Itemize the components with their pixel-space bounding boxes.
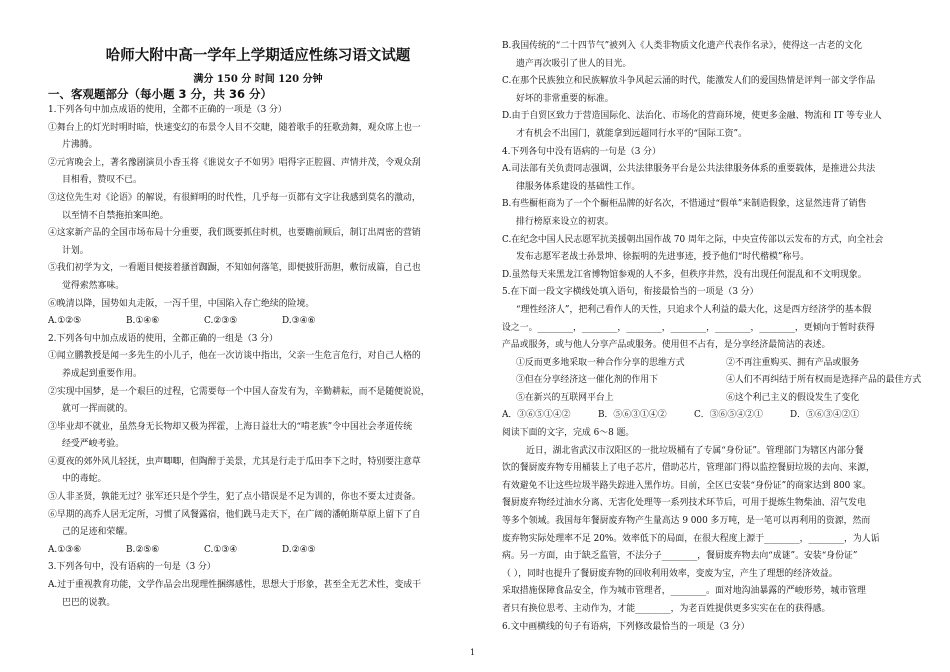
text-line: B.我国传统的“二十四节气”被列入《人类非物质文化遗产代表作名录》，使得这一古老的文化 bbox=[502, 41, 863, 51]
text-line: 目相看，赞叹不已。 bbox=[62, 175, 142, 186]
text-line: 产品或服务，或与他人分享产品或服务。使用但不占有，是分享经济最简洁的表述。 bbox=[502, 340, 831, 351]
text-line: 片沸腾。 bbox=[62, 140, 98, 151]
text-line: ⑤人非圣贤，孰能无过？张军还只是个学生，犯了点小错误是不足为训的，你也不要太过责备。 bbox=[48, 492, 421, 503]
answer-option: A.①③⑥ bbox=[48, 544, 82, 555]
answer-option: A.①②⑤ bbox=[48, 316, 82, 327]
text-line: 饮的餐厨废弃物专用桶装上了电子芯片，借助芯片，管理部门得以监控餐厨垃圾的去向、来源， bbox=[502, 463, 875, 474]
text-line: 就可一挥而就的。 bbox=[62, 404, 133, 415]
text-line: 有效避免不让这些垃圾半路失踪进入黑作坊。目前，全区已安装“身份证”的商家达到 800 家。 bbox=[502, 480, 871, 491]
text-line: 觉得索然寡味。 bbox=[62, 280, 125, 291]
text-line: 采取措施保障食品安全，作为城市管理者，________。面对地沟油暴露的严峻形势，城市管理 bbox=[502, 586, 866, 597]
text-line: 以至情不自禁拖拍案叫绝。 bbox=[62, 210, 169, 221]
sentence-choice: ④人们不再纠结于所有权而是选择产品的最佳方式 bbox=[726, 375, 922, 386]
text-line: 发布志愿军老战士孙景坤、徐振明的先进事迹，授予他们“时代楷模”称号。 bbox=[516, 252, 810, 263]
answer-option: D．⑤⑥③④②① bbox=[790, 410, 860, 421]
text-line: （ ），同时也提升了餐厨废弃物的回收利用效率，变废为宝，产生了理想的经济效益。 bbox=[502, 568, 838, 579]
text-line: D.由于自贸区致力于营造国际化、法治化、市场化的营商环境，使更多金融、物流和 IT 等专业人 bbox=[502, 111, 882, 122]
text-line: ③毕业却不就业，虽然身无长物却又极为挥霍，上海日益壮大的“啃老族”令中国社会孝道传统 bbox=[48, 421, 413, 432]
answer-option: D.②④⑤ bbox=[282, 544, 316, 555]
sentence-choice: ③但在分享经济这一催化剂的作用下 bbox=[516, 375, 658, 386]
text-line: 计划。 bbox=[62, 245, 89, 256]
text-line: ⑤我们初学为文，一看题目便接着搔首踟蹰，不知如何落笔，即便披肝沥胆，敷衍成篇，自己也 bbox=[48, 263, 421, 274]
text-line: ①闻立鹏教授是闻一多先生的小儿子，他在一次访谈中指出，父亲一生危言危行，对自己人格的 bbox=[48, 351, 421, 362]
sentence-choice: ②不再注重购买、拥有产品或服务 bbox=[726, 357, 860, 368]
answer-option: C．③⑥⑤④②① bbox=[694, 410, 763, 421]
section-heading: 一、客观题部分（每小题 3 分，共 36 分） bbox=[48, 87, 273, 101]
text-line: ②实现中国梦，是一个艰巨的过程，它需要每一个中国人奋发有为，辛勤耕耘，而不是随便说说， bbox=[48, 386, 430, 397]
left-question-lines bbox=[48, 102, 468, 612]
text-line: ③这位先生对《论语》的解说，有很鲜明的时代性，几乎每一页都有文字让我感到莫名的激动， bbox=[48, 192, 421, 203]
sentence-choices bbox=[502, 372, 924, 390]
text-line: 近日，湖北省武汉市汉阳区的一批垃圾桶有了专属“身份证”。管理部门为辖区内部分餐 bbox=[526, 445, 864, 456]
text-line: A.司法部有关负责同志强调，公共法律服务平台是公共法律服务体系的重要载体，是推进公共法 bbox=[502, 164, 876, 175]
answer-option: B.①④⑥ bbox=[126, 316, 160, 327]
text-line: 养成起到重要作用。 bbox=[62, 368, 142, 379]
answer-option: A．③⑥⑤①④② bbox=[502, 410, 571, 421]
sentence-choices bbox=[502, 355, 924, 373]
text-line: 巴巴的说教。 bbox=[62, 597, 116, 608]
text-line: 1.下列各句中加点成语的使用，全都不正确的一项是（3 分） bbox=[48, 105, 287, 115]
exam-title: 哈师大附中高一学年上学期适应性练习语文试题 bbox=[105, 48, 411, 64]
text-line: 己的足迹和荣耀。 bbox=[62, 527, 133, 538]
text-line: C.在那个民族独立和民族解放斗争风起云涌的时代，能激发人们的爱国热情是评判一部文学作品 bbox=[502, 76, 876, 87]
text-line: B.有些橱柜商为了一个个橱柜品牌的好名次，不惜通过“假单”来制造假象，这显然违背了销售 bbox=[502, 199, 867, 210]
text-line: 病。另一方面，由于缺乏监管，不法分子________，餐厨废弃物去向“成谜”。安装“身份证” bbox=[502, 551, 858, 562]
text-line: ①舞台上的灯光时明时暗，快速变幻的布景令人目不交睫，随着歌手的狂歌劲舞，观众席上也一 bbox=[48, 122, 421, 133]
text-line: 5.在下面一段文字横线处填入语句，衔接最恰当的一项是（3 分） bbox=[502, 287, 759, 298]
sentence-choice: ⑥这个利己主义的假设发生了变化 bbox=[726, 392, 860, 403]
text-line: A.过于重视教育功能，文学作品会出现理性捆绑感性，思想大于形象，甚至全无艺术性，变成干 bbox=[48, 580, 422, 591]
right-question-lines bbox=[502, 38, 924, 636]
answer-options bbox=[502, 407, 924, 425]
text-line: 餐厨废弃物经过油水分离、无害化处理等一系列技术环节后，可用于提炼生物柴油、沼气发电 bbox=[502, 498, 866, 509]
answer-option: C.②③⑤ bbox=[204, 316, 238, 327]
exam-subtitle: 满分 150 分 时间 120 分钟 bbox=[193, 74, 323, 85]
text-line: 3.下列各句中，没有语病的一句是（3 分） bbox=[48, 562, 216, 573]
text-line: ⑥早期的高乔人居无定所，习惯了风餐露宿，他们跣马走天下，在广阔的潘帕斯草原上留下了自 bbox=[48, 509, 421, 520]
text-line: 者只有换位思考、主动作为，才能________，为老百姓提供更多实实在在的获得感。 bbox=[502, 604, 831, 614]
text-line: ④这家新产品的全国市场布局十分重要，我们既要抓住时机，也要瞻前顾后，制订出周密的营销 bbox=[48, 228, 421, 239]
text-line: ⑥晚清以降，国势如丸走阪，一泻千里，中国陷入存亡绝续的险境。 bbox=[48, 298, 315, 309]
text-line: 才有机会不出国门，就能拿到远超同行水平的“国际工资”。 bbox=[516, 128, 747, 139]
answer-option: B．⑤⑥③①④② bbox=[598, 410, 667, 421]
text-line: 好坏的非常重要的标准。 bbox=[516, 93, 614, 104]
text-line: 废弃物实际处理率不足 20%。效率低下的局面，在很大程度上源于________，________，为人诟 bbox=[502, 533, 880, 544]
text-line: C.在纪念中国人民志愿军抗美援朝出国作战 70 周年之际，中央宣传部以云发布的方式，向全社会 bbox=[502, 234, 884, 245]
text-line: 经受严峻考验。 bbox=[62, 439, 125, 450]
text-line: ④夏夜的郊外风儿轻抚，虫声唧唧，但陶醉于美景，尤其是行走于瓜田李下之时，特别要注意草 bbox=[48, 456, 421, 467]
text-line: 2.下列各句中加点成语的使用，全都正确的一组是（3 分） bbox=[48, 333, 278, 344]
text-line: 设之一。________，________，________，________，________，________，更倾向于暂时获得 bbox=[502, 322, 875, 333]
text-line: D.虽然每天来黑龙江省博物馆参观的人不多，但秩序井然，没有出现任何混乱和不文明现象。 bbox=[502, 269, 867, 280]
page-number: 1 bbox=[470, 648, 476, 657]
answer-option: C.①③④ bbox=[204, 544, 238, 555]
text-line: 律服务体系建设的基础性工作。 bbox=[516, 181, 641, 192]
sentence-choices bbox=[502, 390, 924, 408]
text-line: 6.文中画横线的句子有语病，下列修改最恰当的一项是（3 分） bbox=[502, 621, 750, 632]
text-line: 等多个领域。我国每年餐厨废弃物产生量高达 9 000 多万吨，是一笔可以再利用的资源，然而 bbox=[502, 516, 871, 527]
answer-option: B.②⑤⑥ bbox=[126, 544, 160, 555]
answer-option: D.③④⑥ bbox=[282, 316, 316, 327]
text-line: ②元宵晚会上，著名豫剧演员小香玉将《谁说女子不如男》唱得字正腔圆、声情并茂，令观众刮 bbox=[48, 157, 421, 168]
sentence-choice: ①反而更多地采取一种合作分享的思维方式 bbox=[516, 357, 685, 368]
text-line: 阅读下面的文字，完成 6～8 题。 bbox=[502, 428, 635, 439]
text-line: 4.下列各句中没有语病的一句是（3 分） bbox=[502, 146, 661, 157]
text-line: 排行榜原来设立的初衷。 bbox=[516, 216, 614, 227]
answer-options bbox=[48, 542, 468, 560]
text-line: 遗产再次吸引了世人的目光。 bbox=[516, 58, 632, 69]
text-line: 中的毒蛇。 bbox=[62, 474, 107, 485]
text-line: “理性经济人”，把利己看作人的天性，只追求个人利益的最大化，这是西方经济学的基本假 bbox=[516, 304, 872, 315]
sentence-choice: ⑤在新兴的互联网平台上 bbox=[516, 392, 614, 403]
answer-options bbox=[48, 313, 468, 331]
